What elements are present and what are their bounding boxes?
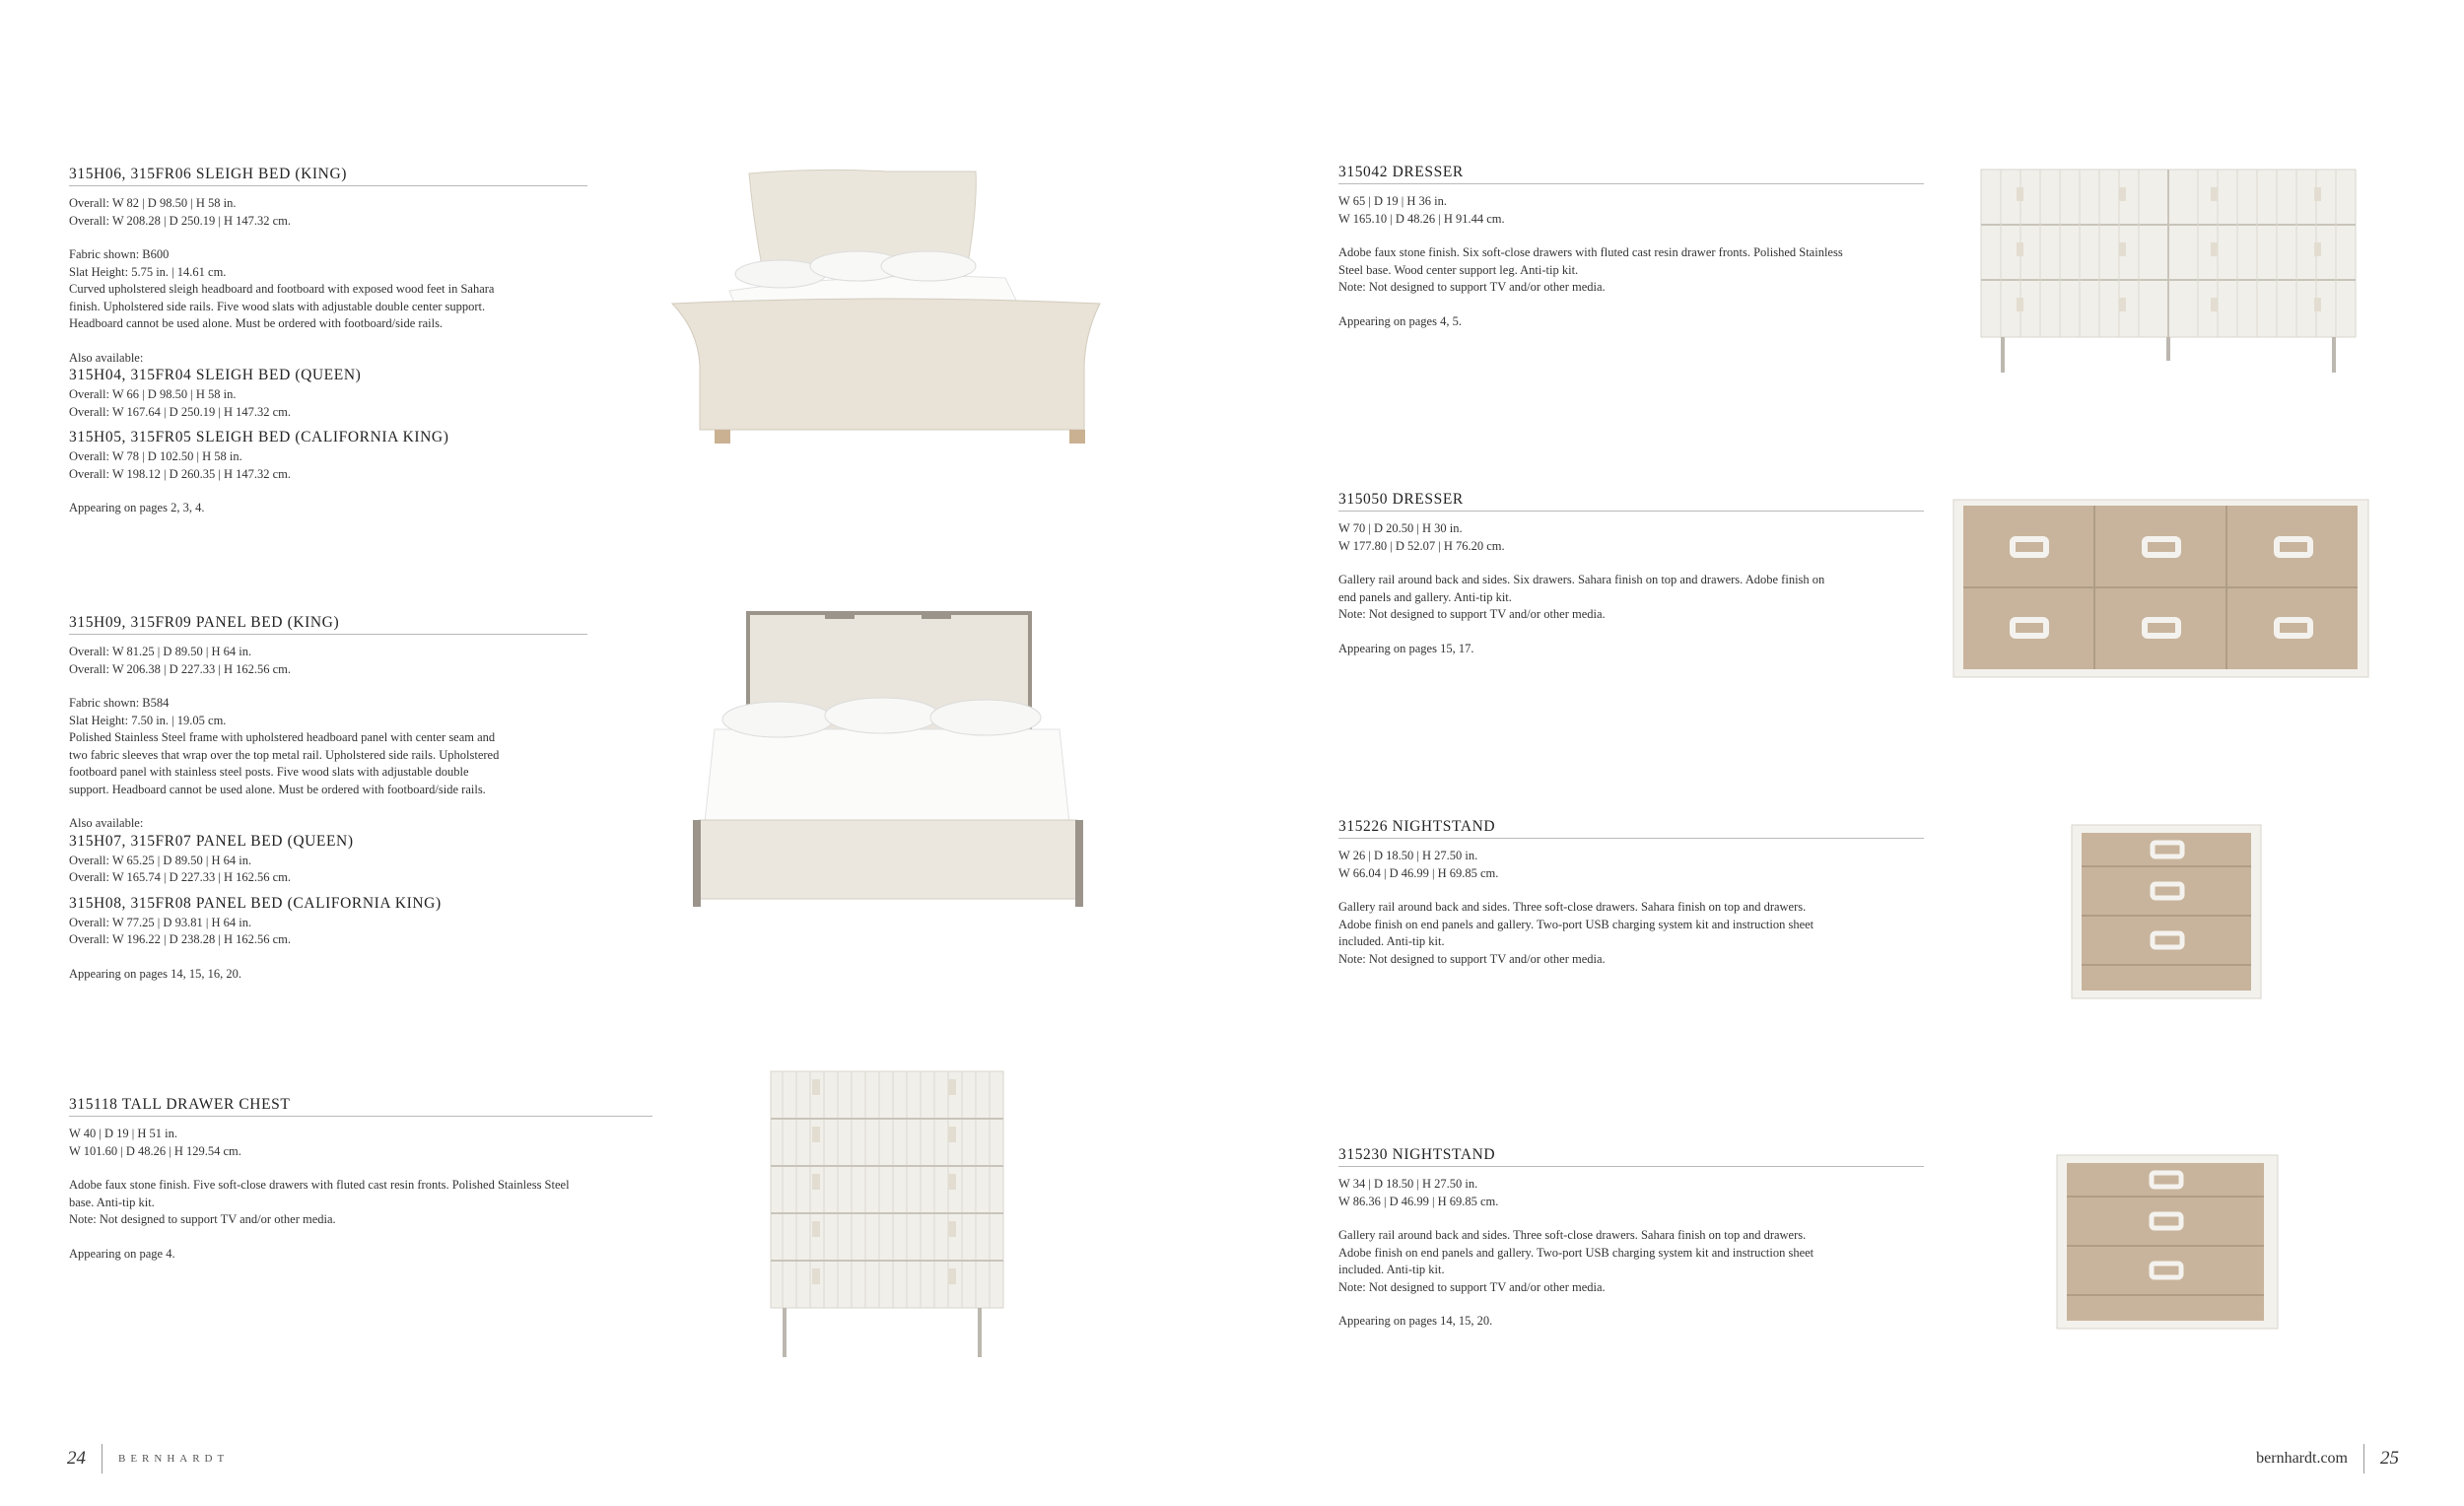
description-line: included. Anti-tip kit. <box>1338 1263 1445 1276</box>
fabric-shown: Fabric shown: B584 <box>69 696 170 710</box>
product-title: 315118 TALL DRAWER CHEST <box>69 1096 652 1117</box>
dimensions-in: W 34 | D 18.50 | H 27.50 in. <box>1338 1177 1478 1191</box>
dimensions-cm: Overall: W 208.28 | D 250.19 | H 147.32 cm. <box>69 213 292 228</box>
variant-dimensions-in: Overall: W 77.25 | D 93.81 | H 64 in. <box>69 915 252 929</box>
footer-right <box>2256 1444 2399 1473</box>
slat-height: Slat Height: 5.75 in. | 14.61 cm. <box>69 264 227 279</box>
dimensions-in: W 26 | D 18.50 | H 27.50 in. <box>1338 849 1478 862</box>
fabric-shown: Fabric shown: B600 <box>69 247 170 261</box>
product-title: 315230 NIGHTSTAND <box>1338 1146 1924 1167</box>
appearing-pages: Appearing on page 4. <box>69 1246 175 1261</box>
dimensions-cm: W 101.60 | D 48.26 | H 129.54 cm. <box>69 1143 241 1158</box>
description-line: finish. Upholstered side rails. Five wood slats with adjustable double center support. <box>69 299 486 313</box>
description-line: Polished Stainless Steel frame with upholstered headboard panel with center seam and <box>69 730 496 744</box>
product-sleigh-bed <box>69 166 587 517</box>
appearing-pages: Appearing on pages 2, 3, 4. <box>69 501 205 514</box>
product-tall-drawer-chest <box>69 1096 652 1263</box>
description-note: Note: Not designed to support TV and/or other media. <box>1338 607 1606 621</box>
description-note: Note: Not designed to support TV and/or other media. <box>1338 280 1606 294</box>
description-line: Adobe finish on end panels and gallery. Two-port USB charging system kit and instruction sheet <box>1338 1245 1814 1260</box>
appearing-pages: Appearing on pages 4, 5. <box>1338 313 1462 328</box>
description-line: Headboard cannot be used alone. Must be ordered with footboard/side rails. <box>69 316 444 330</box>
product-title: 315226 NIGHTSTAND <box>1338 818 1924 839</box>
product-nightstand-315226 <box>1338 818 1924 968</box>
nightstand-315226-image <box>2070 823 2263 1002</box>
panel-bed-image <box>675 611 1099 909</box>
product-dresser-315050 <box>1338 491 1924 657</box>
description-line: Adobe finish on end panels and gallery. Two-port USB charging system kit and instruction sheet <box>1338 917 1814 931</box>
variant-title: 315H04, 315FR04 SLEIGH BED (QUEEN) <box>69 367 362 383</box>
description-line: Gallery rail around back and sides. Three soft-close drawers. Sahara finish on top and drawers. <box>1338 900 1807 914</box>
variant-dimensions-cm: Overall: W 165.74 | D 227.33 | H 162.56 cm. <box>69 870 292 884</box>
dimensions-cm: W 165.10 | D 48.26 | H 91.44 cm. <box>1338 211 1505 226</box>
website-link[interactable]: bernhardt.com <box>2256 1450 2348 1467</box>
description-note: Note: Not designed to support TV and/or other media. <box>1338 1279 1606 1294</box>
description-line: footboard panel with stainless steel posts. Five wood slats with adjustable double <box>69 765 469 779</box>
sleigh-bed-image <box>670 168 1114 445</box>
variant-title: 315H07, 315FR07 PANEL BED (QUEEN) <box>69 832 354 850</box>
description-line: Adobe faux stone finish. Six soft-close drawers with fluted cast resin drawer fronts. Polished Stainless <box>1338 245 1843 259</box>
dimensions-in: Overall: W 82 | D 98.50 | H 58 in. <box>69 196 237 210</box>
variant-dimensions-cm: Overall: W 167.64 | D 250.19 | H 147.32 cm. <box>69 404 292 419</box>
variant-title: 315H05, 315FR05 SLEIGH BED (CALIFORNIA KING) <box>69 429 449 445</box>
also-available-label: Also available: <box>69 816 144 830</box>
slat-height: Slat Height: 7.50 in. | 19.05 cm. <box>69 713 227 727</box>
product-title: 315H09, 315FR09 PANEL BED (KING) <box>69 614 587 635</box>
variant-title: 315H08, 315FR08 PANEL BED (CALIFORNIA KING) <box>69 894 442 912</box>
dimensions-in: W 40 | D 19 | H 51 in. <box>69 1127 177 1140</box>
footer-left <box>67 1444 229 1473</box>
footer-divider <box>102 1444 103 1473</box>
dimensions-in: Overall: W 81.25 | D 89.50 | H 64 in. <box>69 645 252 658</box>
description-note: Note: Not designed to support TV and/or other media. <box>1338 951 1606 966</box>
appearing-pages: Appearing on pages 14, 15, 20. <box>1338 1314 1493 1328</box>
description-line: base. Anti-tip kit. <box>69 1195 155 1209</box>
description-line: two fabric sleeves that wrap over the top metal rail. Upholstered side rails. Upholstered <box>69 747 500 762</box>
description-line: Adobe faux stone finish. Five soft-close drawers with fluted cast resin fronts. Polished Stainless Steel <box>69 1178 570 1192</box>
also-available-label: Also available: <box>69 350 144 365</box>
description-line: Curved upholstered sleigh headboard and footboard with exposed wood feet in Sahara <box>69 282 495 296</box>
description-line: Gallery rail around back and sides. Six drawers. Sahara finish on top and drawers. Adobe finish on <box>1338 573 1825 586</box>
appearing-pages: Appearing on pages 14, 15, 16, 20. <box>69 966 241 981</box>
product-dresser-315042 <box>1338 164 1924 330</box>
variant-dimensions-in: Overall: W 78 | D 102.50 | H 58 in. <box>69 449 242 463</box>
description-line: Steel base. Wood center support leg. Anti-tip kit. <box>1338 262 1579 277</box>
tall-drawer-chest-image <box>769 1069 1005 1365</box>
variant-dimensions-in: Overall: W 66 | D 98.50 | H 58 in. <box>69 387 237 401</box>
product-title: 315050 DRESSER <box>1338 491 1924 512</box>
dimensions-cm: W 66.04 | D 46.99 | H 69.85 cm. <box>1338 865 1499 880</box>
product-title: 315H06, 315FR06 SLEIGH BED (KING) <box>69 166 587 186</box>
dresser-315042-image <box>1971 168 2365 380</box>
product-panel-bed <box>69 614 587 983</box>
brand-logo: BERNHARDT <box>118 1453 230 1465</box>
description-line: end panels and gallery. Anti-tip kit. <box>1338 589 1512 604</box>
dresser-315050-image <box>1951 498 2370 679</box>
description-line: Gallery rail around back and sides. Three soft-close drawers. Sahara finish on top and drawers. <box>1338 1228 1807 1242</box>
variant-dimensions-in: Overall: W 65.25 | D 89.50 | H 64 in. <box>69 853 252 867</box>
product-nightstand-315230 <box>1338 1146 1924 1331</box>
nightstand-315230-image <box>2055 1153 2280 1333</box>
dimensions-cm: W 177.80 | D 52.07 | H 76.20 cm. <box>1338 538 1505 553</box>
footer-divider <box>2363 1444 2364 1473</box>
dimensions-in: W 70 | D 20.50 | H 30 in. <box>1338 521 1463 535</box>
description-line: included. Anti-tip kit. <box>1338 934 1445 948</box>
description-note: Note: Not designed to support TV and/or other media. <box>69 1212 336 1226</box>
dimensions-in: W 65 | D 19 | H 36 in. <box>1338 194 1447 208</box>
variant-dimensions-cm: Overall: W 196.22 | D 238.28 | H 162.56 cm. <box>69 932 292 946</box>
page-number: 25 <box>2380 1448 2399 1469</box>
product-title: 315042 DRESSER <box>1338 164 1924 184</box>
dimensions-cm: Overall: W 206.38 | D 227.33 | H 162.56 cm. <box>69 661 292 676</box>
dimensions-cm: W 86.36 | D 46.99 | H 69.85 cm. <box>1338 1194 1499 1208</box>
description-line: support. Headboard cannot be used alone. Must be ordered with footboard/side rails. <box>69 782 486 796</box>
appearing-pages: Appearing on pages 15, 17. <box>1338 641 1474 655</box>
variant-dimensions-cm: Overall: W 198.12 | D 260.35 | H 147.32 cm. <box>69 466 292 481</box>
page-number: 24 <box>67 1448 86 1469</box>
